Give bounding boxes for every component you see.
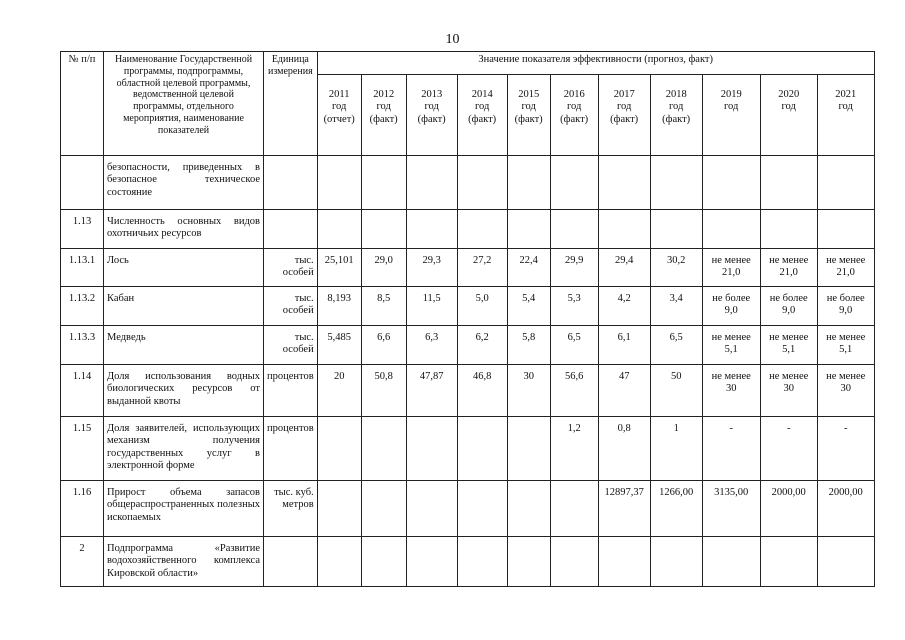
value-cell [406,537,457,587]
value-cell: не менее 30 [702,365,760,417]
row-unit: процентов [264,365,318,417]
row-number: 1.13.2 [61,287,104,326]
value-cell [817,210,874,249]
row-unit: тыс. куб. метров [264,481,318,537]
value-cell [702,210,760,249]
value-cell: 2000,00 [817,481,874,537]
year-header [598,75,650,156]
year-header-year: 2021 [835,89,857,100]
value-cell [598,156,650,210]
page-number: 10 [445,32,460,47]
row-name: Численность основных видов охотничьих ресурсов [104,210,264,249]
value-cell: 5,4 [507,287,550,326]
value-cell: 5,8 [507,326,550,365]
value-cell: 30,2 [650,249,702,287]
value-cell [457,537,507,587]
value-cell [406,481,457,537]
value-cell: 3135,00 [702,481,760,537]
value-cell [760,210,817,249]
value-cell [507,156,550,210]
header-num: № п/п [61,52,104,156]
value-cell [317,210,361,249]
value-cell: 46,8 [457,365,507,417]
value-cell: 6,3 [406,326,457,365]
value-cell: - [702,417,760,481]
row-number: 1.16 [61,481,104,537]
row-number: 1.14 [61,365,104,417]
value-cell: 2000,00 [760,481,817,537]
value-cell: не более 9,0 [817,287,874,326]
table-row [61,156,875,210]
year-header-word: год [781,101,796,113]
value-cell: не менее 21,0 [702,249,760,287]
value-cell: 0,8 [598,417,650,481]
year-header-word: год [475,101,490,113]
row-name: Медведь [104,326,264,365]
value-cell [598,537,650,587]
year-header-word: год [521,101,536,113]
table-row [61,210,875,249]
value-cell: 29,3 [406,249,457,287]
year-header-note: (факт) [369,113,398,125]
row-unit: тыс. особей [264,249,318,287]
year-header-year: 2015 [518,89,540,100]
row-name: Кабан [104,287,264,326]
value-cell: 30 [507,365,550,417]
row-unit: тыс. особей [264,287,318,326]
value-cell: 5,0 [457,287,507,326]
year-header-year: 2020 [778,89,800,100]
year-header [650,75,702,156]
value-cell [317,481,361,537]
value-cell: 56,6 [550,365,598,417]
value-cell: - [817,417,874,481]
value-cell [550,210,598,249]
value-cell: не менее 21,0 [817,249,874,287]
value-cell: 6,5 [550,326,598,365]
year-header-note: (факт) [610,113,639,125]
row-number: 1.15 [61,417,104,481]
year-header-note: (факт) [417,113,446,125]
value-cell [650,210,702,249]
year-header-year: 2013 [421,89,443,100]
value-cell: 3,4 [650,287,702,326]
value-cell: 25,101 [317,249,361,287]
value-cell [317,537,361,587]
table-row [61,326,875,365]
value-cell [457,156,507,210]
value-cell: 47 [598,365,650,417]
year-header-year: 2016 [563,89,585,100]
value-cell [406,156,457,210]
value-cell [650,156,702,210]
value-cell [507,537,550,587]
table-row [61,365,875,417]
row-name: Доля заявителей, использующих механизм получения государственных услуг в электронной форме [104,417,264,481]
table-row [61,249,875,287]
value-cell: 8,5 [361,287,406,326]
year-header-note: (отчет) [323,113,355,125]
year-header-word: год [669,101,684,113]
value-cell [406,417,457,481]
value-cell: 11,5 [406,287,457,326]
year-header-year: 2012 [373,89,395,100]
year-header-note: (факт) [514,113,543,125]
value-cell [550,481,598,537]
row-name: Подпрограмма «Развитие водохозяйственного комплекса Кировской области» [104,537,264,587]
value-cell [457,417,507,481]
year-header-word: год [332,101,347,113]
table-row [61,417,875,481]
value-cell: 50 [650,365,702,417]
value-cell: 29,0 [361,249,406,287]
value-cell: не менее 5,1 [760,326,817,365]
year-header [406,75,457,156]
table-row [61,481,875,537]
value-cell: 1,2 [550,417,598,481]
value-cell [317,417,361,481]
row-name: Прирост объема запасов общераспространенных полезных ископаемых [104,481,264,537]
year-header [760,75,817,156]
year-header-year: 2019 [720,89,742,100]
year-header-word: год [424,101,439,113]
value-cell [361,537,406,587]
value-cell: 6,5 [650,326,702,365]
row-number: 2 [61,537,104,587]
value-cell [361,156,406,210]
value-cell: не менее 5,1 [817,326,874,365]
row-unit [264,156,318,210]
year-header-note: (факт) [468,113,497,125]
value-cell [361,210,406,249]
value-cell: не менее 30 [817,365,874,417]
value-cell: 12897,37 [598,481,650,537]
year-header-year: 2011 [328,89,350,100]
value-cell [550,537,598,587]
value-cell: 20 [317,365,361,417]
value-cell [507,481,550,537]
value-cell [760,537,817,587]
value-cell: 29,9 [550,249,598,287]
value-cell: 27,2 [457,249,507,287]
year-header-word: год [617,101,632,113]
year-header-year: 2014 [471,89,493,100]
year-header-note: (факт) [662,113,691,125]
year-header [317,75,361,156]
value-cell [361,481,406,537]
year-header [507,75,550,156]
value-cell: не более 9,0 [702,287,760,326]
header-unit: Единица измерения [264,52,318,156]
year-header-word: год [838,101,853,113]
row-unit [264,210,318,249]
value-cell: - [760,417,817,481]
value-cell: 50,8 [361,365,406,417]
value-cell: 6,6 [361,326,406,365]
value-cell: 5,485 [317,326,361,365]
value-cell: 1 [650,417,702,481]
value-cell: 29,4 [598,249,650,287]
value-cell: 5,3 [550,287,598,326]
value-cell: 6,2 [457,326,507,365]
value-cell: 22,4 [507,249,550,287]
row-number [61,156,104,210]
year-header [702,75,760,156]
value-cell [550,156,598,210]
value-cell: не менее 30 [760,365,817,417]
value-cell: 1266,00 [650,481,702,537]
value-cell [361,417,406,481]
row-unit: процентов [264,417,318,481]
value-cell: 4,2 [598,287,650,326]
value-cell: не более 9,0 [760,287,817,326]
row-number: 1.13.1 [61,249,104,287]
row-unit [264,537,318,587]
year-header [550,75,598,156]
value-cell [406,210,457,249]
year-header-word: год [724,101,739,113]
row-unit: тыс. особей [264,326,318,365]
value-cell [817,156,874,210]
row-name: Лось [104,249,264,287]
value-cell: не менее 21,0 [760,249,817,287]
value-cell [650,537,702,587]
year-header [457,75,507,156]
value-cell [457,210,507,249]
year-header-word: год [567,101,582,113]
value-cell: 8,193 [317,287,361,326]
value-cell [702,537,760,587]
year-header-year: 2017 [613,89,635,100]
value-cell [760,156,817,210]
row-number: 1.13 [61,210,104,249]
value-cell [507,417,550,481]
header-values-title: Значение показателя эффективности (прогноз, факт) [317,52,874,75]
year-header [817,75,874,156]
header-name: Наименование Государственной программы, подпрограммы, областной целевой программы, ведомственной целевой программы, отдельного мероприятия, наименование показателей [104,52,264,156]
value-cell [507,210,550,249]
value-cell: 6,1 [598,326,650,365]
table-row [61,537,875,587]
year-header-year: 2018 [665,89,687,100]
row-number: 1.13.3 [61,326,104,365]
value-cell [817,537,874,587]
row-name: Доля использования водных биологических ресурсов от выданной квоты [104,365,264,417]
value-cell [598,210,650,249]
value-cell [702,156,760,210]
year-header [361,75,406,156]
value-cell [457,481,507,537]
value-cell: не менее 5,1 [702,326,760,365]
indicators-table [60,51,875,587]
row-name: безопасности, приведенных в безопасное техническое состояние [104,156,264,210]
value-cell: 47,87 [406,365,457,417]
year-header-note: (факт) [560,113,589,125]
table-row [61,287,875,326]
year-header-word: год [376,101,391,113]
value-cell [317,156,361,210]
